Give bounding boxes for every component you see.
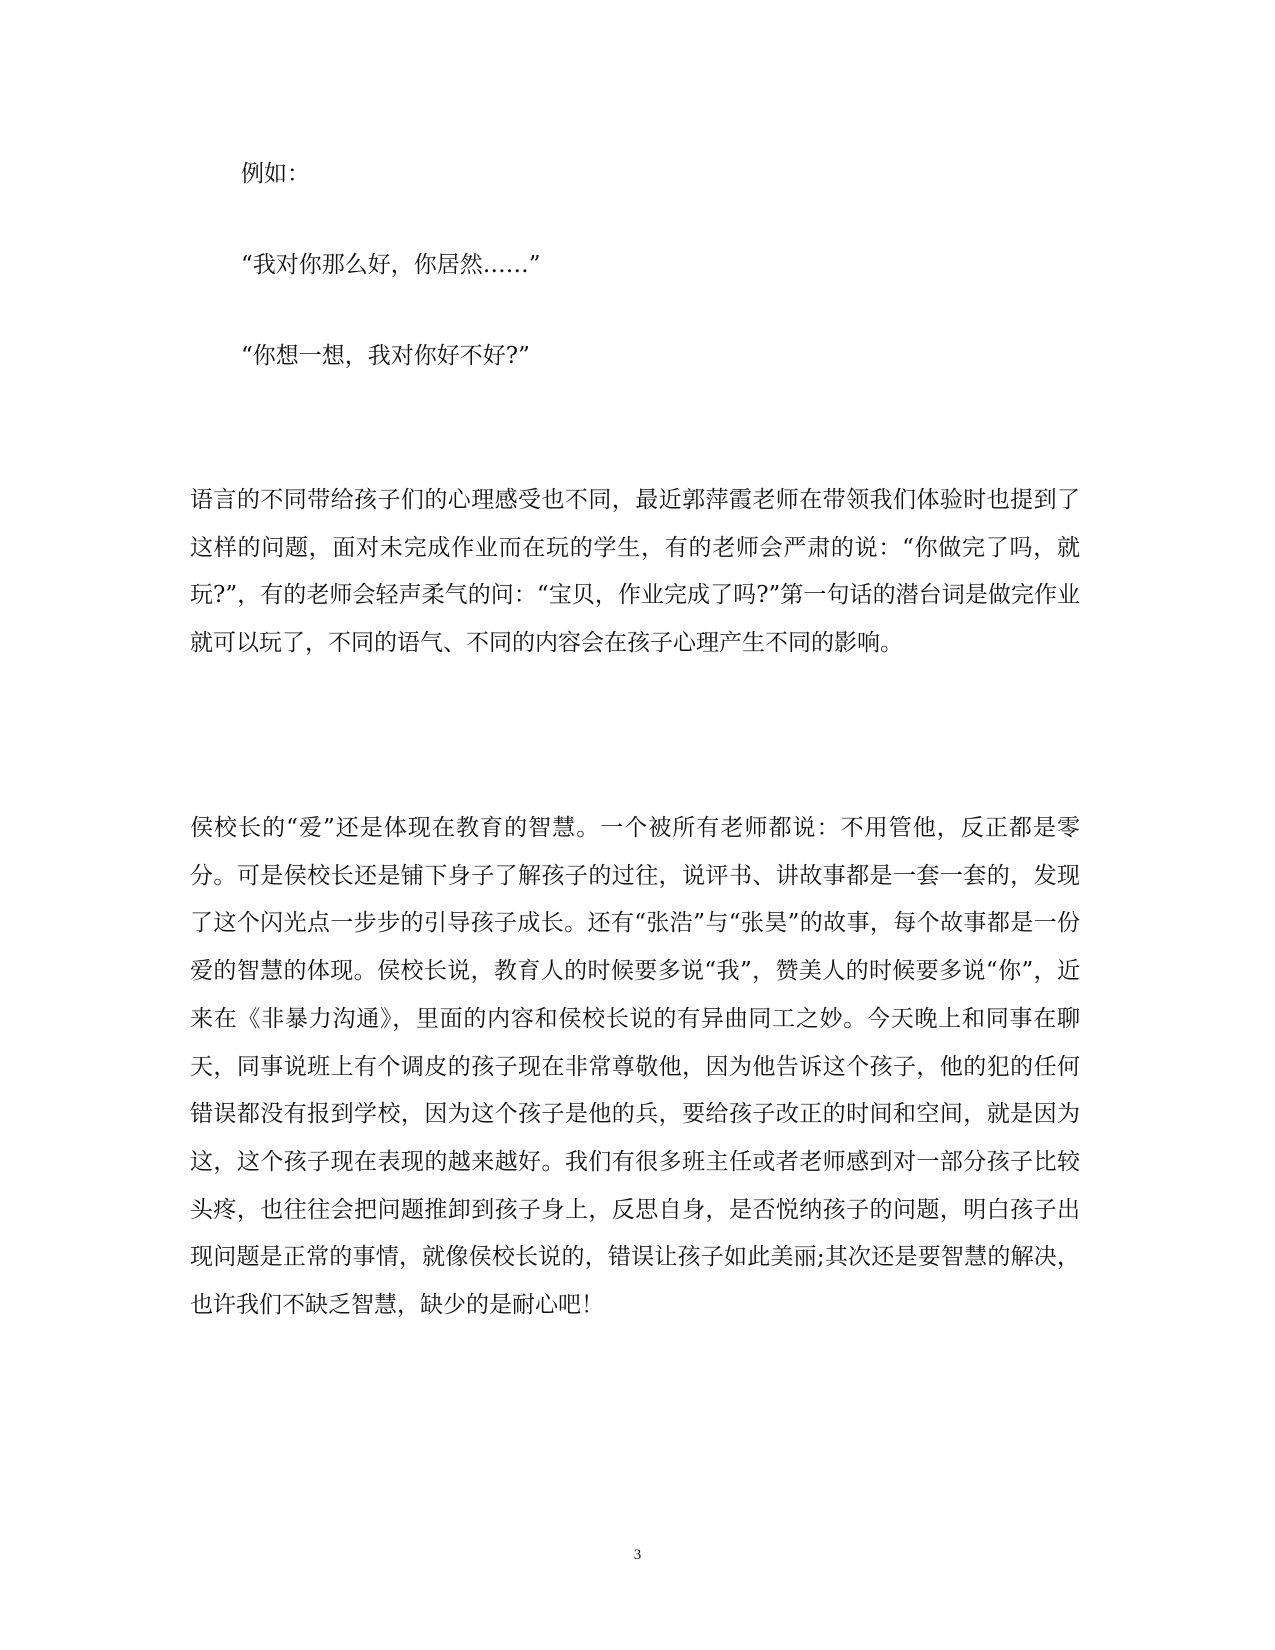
example-intro-text: 例如： — [241, 161, 310, 187]
quote-line-2: “你想一想，我对你好不好?” — [241, 343, 530, 369]
page-number: 3 — [633, 1547, 642, 1563]
paragraph-language-difference: 语言的不同带给孩子们的心理感受也不同，最近郭萍霞老师在带领我们体验时也提到了这样的问题，面对未完成作业而在玩的学生，有的老师会严肃的说：“你做完了吗，就玩?”，有的老师会轻声柔气的问：“宝贝，作业完成了吗?”第一句话的潜台词是做完作业就可以玩了，不同的语气、不同的内容会在孩子心理产生不同的影响。 — [190, 487, 1080, 657]
quote-line-1: “我对你那么好，你居然……” — [241, 252, 541, 278]
paragraph-principal-love: 侯校长的“爱”还是体现在教育的智慧。一个被所有老师都说：不用管他，反正都是零分。可是侯校长还是铺下身子了解孩子的过往，说评书、讲故事都是一套一套的，发现了这个闪光点一步步的引导孩子成长。还有“张浩”与“张昊”的故事，每个故事都是一份爱的智慧的体现。侯校长说，教育人的时候要多说“我”，赞美人的时候要多说“你”，近来在《非暴力沟通》，里面的内容和侯校长说的有异曲同工之妙。今天晚上和同事在聊天，同事说班上有个调皮的孩子现在非常尊敬他，因为他告诉这个孩子，他的犯的任何错误都没有报到学校，因为这个孩子是他的兵，要给孩子改正的时间和空间，就是因为这，这个孩子现在表现的越来越好。我们有很多班主任或者老师感到对一部分孩子比较头疼，也往往会把问题推卸到孩子身上，反思自身，是否悦纳孩子的问题，明白孩子出现问题是正常的事情，就像侯校长说的，错误让孩子如此美丽;其次还是要智慧的解决，也许我们不缺乏智慧，缺少的是耐心吧！ — [190, 815, 1080, 1319]
